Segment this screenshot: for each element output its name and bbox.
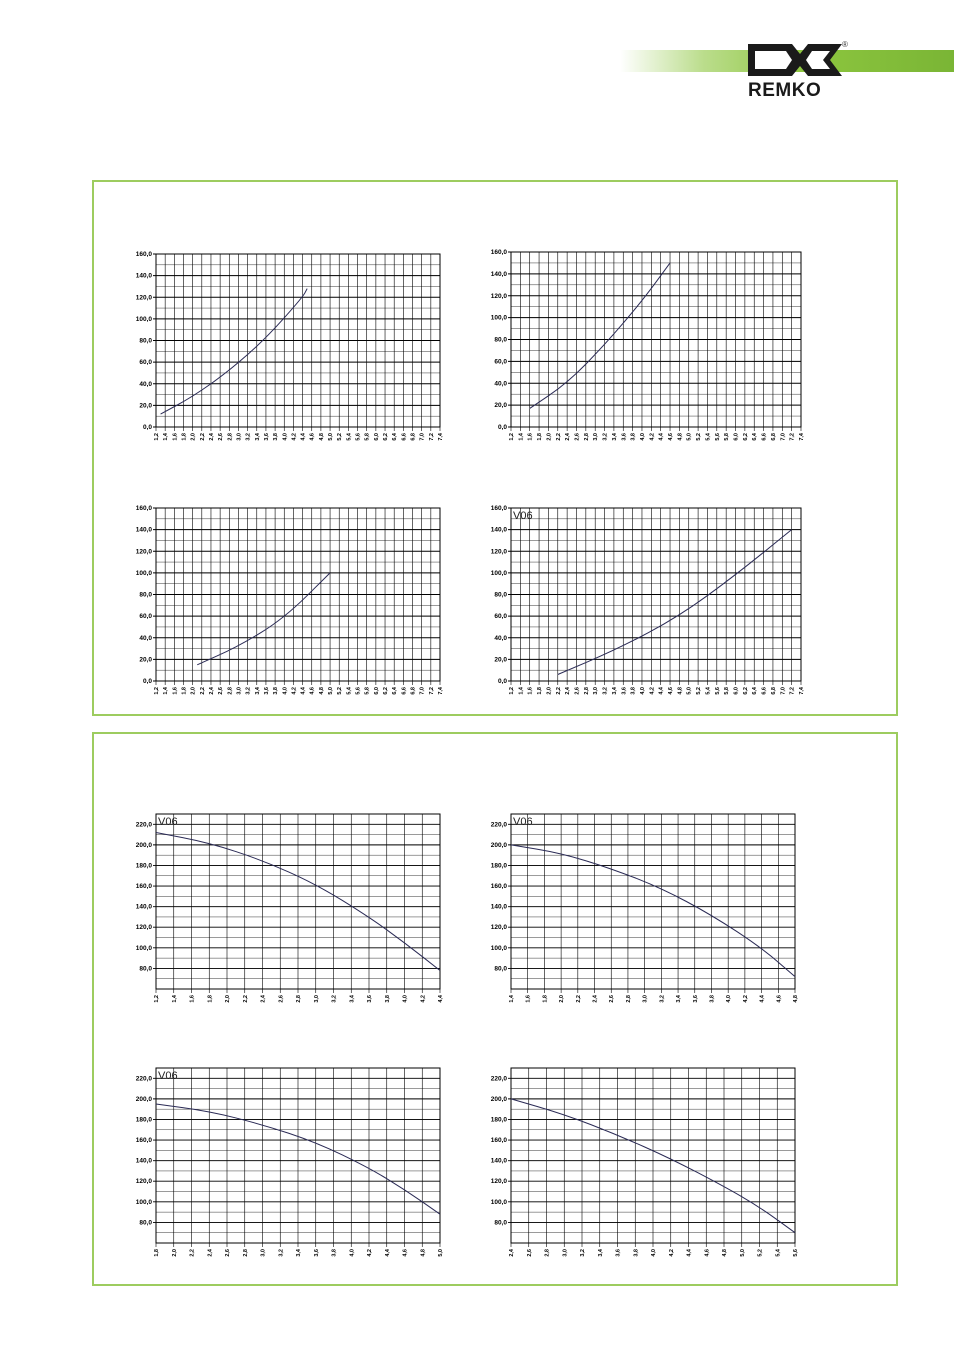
x-tick-label: 2,0: [559, 995, 566, 1003]
x-tick-label: 4,8: [318, 687, 325, 695]
x-tick-label: 2,6: [526, 1249, 533, 1257]
x-tick-label: 2,2: [199, 433, 206, 441]
x-tick-label: 6,0: [733, 433, 740, 441]
x-tick-label: 3,0: [236, 687, 243, 695]
x-tick-label: 1,6: [525, 995, 532, 1003]
x-tick-label: 4,0: [282, 433, 289, 441]
y-tick-label: 20,0: [494, 656, 507, 664]
x-tick-label: 1,8: [154, 1249, 160, 1257]
plot-frame: [511, 814, 795, 989]
x-tick-label: 4,2: [649, 433, 656, 441]
x-tick-label: 4,0: [282, 687, 289, 695]
series-line: [197, 573, 330, 665]
x-tick-label: 7,2: [428, 687, 435, 695]
x-tick-label: 4,8: [793, 995, 799, 1003]
x-tick-label: 5,2: [696, 687, 703, 695]
x-tick-label: 4,6: [309, 687, 316, 695]
x-tick-label: 7,4: [438, 687, 444, 695]
x-tick-label: 3,8: [331, 1249, 338, 1257]
y-tick-label: 140,0: [490, 903, 507, 911]
x-tick-label: 1,4: [509, 995, 515, 1003]
x-tick-label: 3,6: [367, 995, 373, 1003]
x-tick-label: 4,0: [349, 1249, 356, 1257]
x-tick-label: 6,2: [742, 687, 749, 695]
y-tick-label: 100,0: [135, 944, 152, 952]
y-tick-label: 120,0: [490, 1178, 507, 1186]
x-tick-label: 3,2: [278, 1249, 285, 1257]
x-tick-label: 2,4: [565, 433, 572, 441]
y-tick-label: 120,0: [490, 924, 507, 932]
x-tick-label: 6,8: [770, 433, 777, 441]
x-tick-label: 1,6: [527, 687, 534, 695]
x-tick-label: 2,6: [218, 433, 225, 441]
x-tick-label: 1,2: [154, 995, 160, 1003]
series-line: [511, 845, 795, 977]
x-tick-label: 2,6: [278, 995, 285, 1003]
y-tick-label: 200,0: [135, 1095, 152, 1103]
x-tick-label: 2,2: [555, 687, 562, 695]
x-tick-label: 3,8: [633, 1249, 640, 1257]
x-tick-label: 4,2: [649, 687, 656, 695]
x-tick-label: 3,0: [236, 433, 243, 441]
y-tick-label: 120,0: [135, 1178, 152, 1186]
y-tick-label: 200,0: [490, 1095, 507, 1103]
x-tick-label: 5,2: [337, 687, 344, 695]
y-tick-label: 220,0: [135, 1075, 152, 1083]
y-tick-label: 120,0: [135, 548, 152, 556]
x-tick-label: 5,0: [739, 1249, 746, 1257]
x-tick-label: 2,8: [625, 995, 632, 1003]
x-tick-label: 2,8: [544, 1249, 551, 1257]
x-tick-label: 1,4: [163, 433, 170, 441]
y-tick-label: 160,0: [135, 1137, 152, 1145]
x-tick-label: 6,4: [752, 687, 759, 695]
x-tick-label: 4,8: [722, 1249, 728, 1257]
x-tick-label: 4,0: [639, 433, 646, 441]
y-tick-label: 40,0: [494, 634, 507, 642]
x-tick-label: 4,0: [402, 995, 409, 1003]
x-tick-label: 4,0: [726, 995, 733, 1003]
x-tick-label: 4,6: [309, 433, 316, 441]
x-tick-label: 4,4: [658, 687, 665, 695]
y-tick-label: 40,0: [139, 380, 152, 388]
y-tick-label: 20,0: [139, 656, 152, 664]
x-tick-label: 6,2: [383, 687, 390, 695]
x-tick-label: 3,2: [245, 433, 252, 441]
x-tick-label: 3,2: [245, 687, 252, 695]
x-tick-label: 1,8: [542, 995, 549, 1003]
x-tick-label: 6,2: [383, 433, 390, 441]
y-tick-label: 180,0: [135, 1116, 152, 1124]
y-tick-label: 40,0: [139, 634, 152, 642]
chart-7: [120, 1058, 450, 1273]
x-tick-label: 2,8: [296, 995, 302, 1003]
y-tick-label: 100,0: [135, 569, 152, 577]
x-tick-label: 1,2: [509, 433, 515, 441]
x-tick-label: 3,6: [692, 995, 699, 1003]
y-tick-label: 140,0: [490, 526, 507, 534]
x-tick-label: 3,0: [593, 433, 600, 441]
x-tick-label: 5,8: [724, 687, 731, 695]
x-tick-label: 3,6: [615, 1249, 622, 1257]
x-tick-label: 3,4: [254, 433, 261, 441]
x-tick-label: 3,8: [273, 433, 280, 441]
x-tick-label: 4,0: [651, 1249, 657, 1257]
x-tick-label: 1,6: [527, 433, 534, 441]
y-tick-label: 160,0: [490, 505, 507, 512]
x-tick-label: 1,6: [172, 433, 179, 441]
y-tick-label: 180,0: [490, 862, 507, 870]
y-tick-label: 0,0: [142, 678, 152, 685]
chart-4: [475, 494, 805, 709]
y-tick-label: 100,0: [135, 1198, 152, 1206]
y-tick-label: 60,0: [139, 359, 152, 367]
x-tick-label: 2,6: [218, 687, 225, 695]
x-tick-label: 4,8: [318, 433, 325, 441]
y-tick-label: 60,0: [494, 358, 507, 366]
y-tick-label: 60,0: [494, 613, 507, 621]
y-tick-label: 0,0: [497, 424, 507, 431]
x-tick-label: 4,6: [402, 1249, 409, 1257]
chart-3: [120, 494, 450, 709]
y-tick-label: 80,0: [494, 1219, 507, 1227]
y-tick-label: 80,0: [139, 337, 152, 345]
x-tick-label: 3,6: [313, 1249, 320, 1257]
x-tick-label: 2,0: [190, 433, 197, 441]
x-tick-label: 4,4: [300, 433, 307, 441]
x-tick-label: 2,6: [225, 1249, 231, 1257]
y-tick-label: 20,0: [494, 402, 507, 410]
x-tick-label: 2,8: [227, 687, 234, 695]
x-tick-label: 3,0: [593, 687, 600, 695]
x-tick-label: 3,6: [263, 433, 270, 441]
x-tick-label: 1,8: [181, 687, 188, 695]
x-tick-label: 3,8: [630, 687, 637, 695]
x-tick-label: 4,6: [704, 1249, 711, 1257]
x-tick-label: 3,0: [642, 995, 649, 1003]
x-tick-label: 4,8: [420, 1249, 427, 1257]
x-tick-label: 5,6: [714, 687, 721, 695]
y-tick-label: 60,0: [139, 613, 152, 621]
x-tick-label: 2,4: [565, 687, 572, 695]
x-tick-label: 2,8: [583, 433, 590, 441]
x-tick-label: 3,4: [611, 687, 618, 695]
y-tick-label: 200,0: [490, 841, 507, 849]
x-tick-label: 3,2: [659, 995, 666, 1003]
x-tick-label: 5,6: [793, 1249, 799, 1257]
x-tick-label: 3,6: [621, 433, 628, 441]
chart-5: [120, 804, 450, 1019]
x-tick-label: 1,2: [509, 687, 515, 695]
x-tick-label: 6,6: [761, 687, 768, 695]
x-tick-label: 3,8: [273, 687, 280, 695]
y-tick-label: 80,0: [139, 1219, 152, 1227]
x-tick-label: 3,4: [676, 995, 683, 1003]
y-tick-label: 120,0: [135, 294, 152, 302]
x-tick-label: 2,0: [225, 995, 231, 1003]
x-tick-label: 5,0: [438, 1249, 444, 1257]
x-tick-label: 2,4: [207, 1249, 214, 1257]
chart-title: V06: [158, 816, 178, 828]
x-tick-label: 3,0: [562, 1249, 569, 1257]
x-tick-label: 6,0: [733, 687, 740, 695]
x-tick-label: 5,0: [328, 687, 335, 695]
x-tick-label: 3,2: [602, 687, 609, 695]
y-tick-label: 220,0: [490, 1075, 507, 1083]
x-tick-label: 6,6: [401, 433, 408, 441]
x-tick-label: 3,4: [349, 995, 356, 1003]
x-tick-label: 2,6: [574, 687, 581, 695]
x-tick-label: 3,8: [384, 995, 391, 1003]
x-tick-label: 7,2: [789, 687, 796, 695]
y-tick-label: 0,0: [142, 424, 152, 431]
x-tick-label: 4,4: [759, 995, 766, 1003]
x-tick-label: 2,0: [171, 1249, 178, 1257]
x-tick-label: 5,2: [757, 1249, 764, 1257]
x-tick-label: 6,0: [373, 433, 380, 441]
x-tick-label: 5,2: [337, 433, 344, 441]
x-tick-label: 7,4: [799, 433, 805, 441]
y-tick-label: 160,0: [135, 505, 152, 512]
x-tick-label: 4,4: [384, 1249, 391, 1257]
x-tick-label: 4,6: [668, 687, 675, 695]
y-tick-label: 80,0: [494, 591, 507, 599]
x-tick-label: 6,6: [401, 687, 408, 695]
y-tick-label: 180,0: [490, 1116, 507, 1124]
x-tick-label: 6,8: [770, 687, 777, 695]
x-tick-label: 5,0: [328, 433, 335, 441]
y-tick-label: 160,0: [490, 883, 507, 891]
y-tick-label: 100,0: [490, 314, 507, 322]
y-tick-label: 160,0: [135, 251, 152, 258]
x-tick-label: 4,2: [420, 995, 427, 1003]
chart-title: V06: [513, 816, 533, 828]
x-tick-label: 3,4: [254, 687, 261, 695]
y-tick-label: 80,0: [494, 336, 507, 344]
y-tick-label: 120,0: [490, 548, 507, 556]
x-tick-label: 2,0: [546, 433, 553, 441]
y-tick-label: 0,0: [497, 678, 507, 685]
x-tick-label: 2,2: [199, 687, 206, 695]
y-tick-label: 120,0: [490, 292, 507, 300]
x-tick-label: 5,0: [686, 433, 693, 441]
x-tick-label: 2,0: [546, 687, 553, 695]
chart-title: V06: [158, 1070, 178, 1082]
x-tick-label: 4,2: [742, 995, 749, 1003]
x-tick-label: 2,0: [190, 687, 197, 695]
x-tick-label: 6,0: [373, 687, 380, 695]
y-tick-label: 120,0: [135, 924, 152, 932]
y-tick-label: 200,0: [135, 841, 152, 849]
y-tick-label: 220,0: [490, 821, 507, 829]
x-tick-label: 7,4: [438, 433, 444, 441]
x-tick-label: 1,2: [154, 687, 160, 695]
y-tick-label: 100,0: [490, 1198, 507, 1206]
x-tick-label: 4,4: [438, 995, 444, 1003]
x-tick-label: 2,8: [242, 1249, 249, 1257]
x-tick-label: 4,6: [776, 995, 783, 1003]
y-tick-label: 40,0: [494, 380, 507, 388]
y-tick-label: 140,0: [135, 526, 152, 534]
chart-8: [475, 1058, 805, 1273]
y-tick-label: 140,0: [490, 270, 507, 278]
x-tick-label: 7,4: [799, 687, 805, 695]
x-tick-label: 3,8: [709, 995, 716, 1003]
x-tick-label: 2,4: [509, 1249, 515, 1257]
y-tick-label: 100,0: [490, 944, 507, 952]
x-tick-label: 7,0: [419, 433, 426, 441]
x-tick-label: 5,4: [705, 687, 712, 695]
x-tick-label: 1,8: [207, 995, 214, 1003]
x-tick-label: 3,8: [630, 433, 637, 441]
x-tick-label: 5,6: [714, 433, 721, 441]
x-tick-label: 5,4: [346, 433, 353, 441]
x-tick-label: 1,8: [537, 687, 544, 695]
x-tick-label: 4,4: [686, 1249, 693, 1257]
chart-6: [475, 804, 805, 1019]
y-tick-label: 140,0: [135, 272, 152, 280]
x-tick-label: 7,2: [789, 433, 796, 441]
y-tick-label: 140,0: [490, 1157, 507, 1165]
x-tick-label: 4,0: [639, 687, 646, 695]
x-tick-label: 3,4: [611, 433, 618, 441]
x-tick-label: 4,6: [668, 433, 675, 441]
x-tick-label: 6,8: [410, 433, 417, 441]
y-tick-label: 20,0: [139, 402, 152, 410]
x-tick-label: 3,0: [260, 1249, 267, 1257]
chart-title: V06: [513, 510, 533, 522]
x-tick-label: 4,2: [291, 687, 298, 695]
brand-name: REMKO: [748, 80, 822, 101]
x-tick-label: 4,4: [300, 687, 307, 695]
x-tick-label: 5,8: [724, 433, 731, 441]
x-tick-label: 2,2: [555, 433, 562, 441]
x-tick-label: 5,4: [705, 433, 712, 441]
x-tick-label: 7,0: [780, 687, 787, 695]
x-tick-label: 6,4: [752, 433, 759, 441]
x-tick-label: 7,0: [419, 687, 426, 695]
y-tick-label: 160,0: [490, 1137, 507, 1145]
x-tick-label: 3,0: [313, 995, 320, 1003]
y-tick-label: 80,0: [139, 965, 152, 973]
x-tick-label: 2,4: [208, 433, 215, 441]
x-tick-label: 6,4: [392, 687, 399, 695]
y-tick-label: 220,0: [135, 821, 152, 829]
x-tick-label: 3,2: [580, 1249, 586, 1257]
x-tick-label: 5,0: [686, 687, 693, 695]
x-tick-label: 7,0: [780, 433, 787, 441]
x-tick-label: 3,4: [597, 1249, 604, 1257]
x-tick-label: 4,4: [658, 433, 665, 441]
x-tick-label: 2,8: [583, 687, 590, 695]
y-tick-label: 80,0: [139, 591, 152, 599]
x-tick-label: 5,4: [346, 687, 353, 695]
x-tick-label: 3,2: [602, 433, 609, 441]
x-tick-label: 1,4: [171, 995, 178, 1003]
x-tick-label: 2,2: [575, 995, 582, 1003]
x-tick-label: 6,4: [392, 433, 399, 441]
x-tick-label: 1,4: [518, 433, 525, 441]
registered-mark: ®: [842, 40, 848, 49]
y-tick-label: 180,0: [135, 862, 152, 870]
y-tick-label: 140,0: [135, 1157, 152, 1165]
x-tick-label: 6,6: [761, 433, 768, 441]
x-tick-label: 6,2: [742, 433, 749, 441]
x-tick-label: 1,6: [172, 687, 179, 695]
x-tick-label: 1,4: [518, 687, 525, 695]
x-tick-label: 2,8: [227, 433, 234, 441]
x-tick-label: 4,8: [677, 687, 684, 695]
x-tick-label: 5,6: [355, 433, 362, 441]
chart-2: [475, 240, 805, 455]
x-tick-label: 3,6: [263, 687, 270, 695]
x-tick-label: 1,2: [154, 433, 160, 441]
y-tick-label: 160,0: [135, 883, 152, 891]
x-tick-label: 1,4: [163, 687, 170, 695]
x-tick-label: 5,6: [355, 687, 362, 695]
x-tick-label: 4,8: [677, 433, 684, 441]
x-tick-label: 4,2: [367, 1249, 373, 1257]
x-tick-label: 3,2: [331, 995, 338, 1003]
x-tick-label: 5,4: [775, 1249, 782, 1257]
y-tick-label: 160,0: [490, 249, 507, 256]
x-tick-label: 2,6: [574, 433, 581, 441]
x-tick-label: 4,2: [291, 433, 298, 441]
x-tick-label: 3,4: [296, 1249, 302, 1257]
x-tick-label: 6,8: [410, 687, 417, 695]
x-tick-label: 5,8: [364, 433, 371, 441]
x-tick-label: 2,4: [260, 995, 267, 1003]
x-tick-label: 3,6: [621, 687, 628, 695]
x-tick-label: 7,2: [428, 433, 435, 441]
x-tick-label: 1,6: [189, 995, 196, 1003]
x-tick-label: 1,8: [537, 433, 544, 441]
y-tick-label: 140,0: [135, 903, 152, 911]
x-tick-label: 2,4: [592, 995, 599, 1003]
x-tick-label: 2,2: [189, 1249, 196, 1257]
x-tick-label: 4,2: [668, 1249, 675, 1257]
x-tick-label: 5,2: [696, 433, 703, 441]
x-tick-label: 2,2: [242, 995, 249, 1003]
y-tick-label: 100,0: [490, 569, 507, 577]
x-tick-label: 2,6: [609, 995, 616, 1003]
y-tick-label: 80,0: [494, 965, 507, 973]
y-tick-label: 100,0: [135, 315, 152, 323]
chart-1: [120, 240, 450, 455]
x-tick-label: 1,8: [181, 433, 188, 441]
x-tick-label: 2,4: [208, 687, 215, 695]
x-tick-label: 5,8: [364, 687, 371, 695]
